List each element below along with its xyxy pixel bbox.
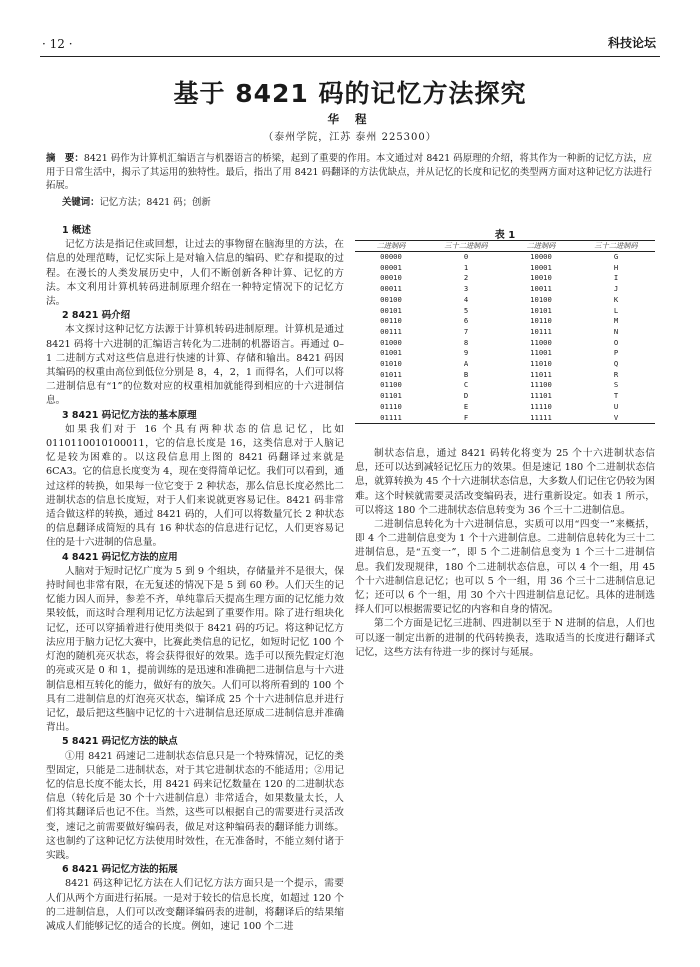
- table-cell: 7: [463, 326, 469, 336]
- table-row: [355, 391, 655, 402]
- section-heading: 5 8421 码记忆方法的缺点: [62, 736, 178, 748]
- table-cell: 00101: [380, 305, 402, 315]
- table-header-cell: 二进制码: [505, 241, 577, 252]
- table-cell: L: [613, 305, 619, 315]
- table-row: [355, 359, 655, 370]
- table-row: [355, 338, 655, 349]
- table-cell: B: [463, 369, 469, 379]
- abstract-text: 8421 码作为计算机汇编语言与机器语言的桥梁，起到了重要的作用。本文通过对 8421 码原理的介绍，将其作为一种新的记忆方法，应用于日常生活中，揭示了其运用的独特性。最后，指出了用 8421 码翻译的方法优缺点，并从记忆的长度和记忆的类型两方面对这种记忆方法进行拓展。: [46, 153, 652, 191]
- body-paragraph: 记忆方法是指记住或回想，让过去的事物留在脑海里的方法，在信息的处理范畴，记忆实际上是对输入信息的编码、贮存和提取的过程。在漫长的人类发展历史中，人们不断创新各种计算、记忆的方法。本文利用计算机转码进制原理介绍在一种特定情况下的记忆方法。: [46, 239, 344, 308]
- table-cell: 10100: [530, 294, 552, 304]
- body-paragraph: 第二个方面是记忆三进制、四进制以至于 N 进制的信息，人们也可以逐一制定出新的进制的代码转换表，选取适当的长度进行翻译式记忆，这些方法有待进一步的探讨与延展。: [355, 618, 655, 658]
- table-cell: A: [463, 359, 469, 369]
- table-cell: 10000: [530, 252, 552, 261]
- table-cell: 01111: [355, 413, 427, 424]
- table-cell: 10111: [530, 326, 552, 336]
- table-cell: P: [613, 348, 619, 358]
- section-heading: 3 8421 码记忆方法的基本原理: [62, 409, 197, 421]
- table-cell: 11011: [530, 369, 552, 379]
- table-cell: 3: [463, 284, 469, 294]
- table-cell: 00010: [380, 273, 402, 283]
- table-cell: 9: [463, 348, 469, 358]
- table-cell: 01101: [380, 391, 402, 401]
- table-cell: 0: [463, 252, 469, 261]
- section-heading: 4 8421 码记忆方法的应用: [62, 551, 178, 563]
- keywords-text: 记忆方法；8421 码；创新: [99, 197, 211, 208]
- table-cell: 10011: [530, 284, 552, 294]
- keywords-label: 关键词：: [62, 197, 100, 208]
- table-cell: 6: [463, 316, 469, 326]
- table-row: [355, 327, 655, 338]
- abstract: [46, 152, 652, 193]
- table-cell: T: [613, 391, 619, 401]
- table-row: [355, 380, 655, 391]
- table-cell: 1: [463, 262, 469, 272]
- table-cell: Q: [613, 359, 619, 369]
- table-cell: O: [613, 337, 619, 347]
- body-paragraph: 制状态信息，通过 8421 码转化将变为 25 个十六进制状态信息，还可以达到减轻记忆压力的效果。但是速记 180 个二进制状态信息，就算转换为 45 个十六进制状态信息，大多数人们记住它仍较为困难。这个时候就需要灵活改变编码表，进行重新设定。如表 1 所示，可以将这 180 个二进制状态信息转变为 36 个三十二进制信息。: [355, 448, 655, 516]
- table-cell: 01010: [380, 359, 402, 369]
- table-cell: 2: [463, 273, 469, 283]
- table-cell: 11001: [530, 348, 552, 358]
- table-cell: S: [613, 380, 619, 390]
- table-cell: 10101: [530, 305, 552, 315]
- left-column: [46, 224, 344, 934]
- table-row: [355, 370, 655, 381]
- table-cell: 4: [463, 294, 469, 304]
- section-heading: 1 概述: [62, 225, 91, 236]
- table-cell: K: [613, 294, 619, 304]
- table-cell: 11100: [530, 380, 552, 390]
- table-row: [355, 284, 655, 295]
- table-cell: R: [613, 369, 619, 379]
- table-cell: 11101: [530, 391, 552, 401]
- table-cell: C: [463, 380, 469, 390]
- table-row: [355, 273, 655, 284]
- table-cell: 01000: [380, 337, 402, 347]
- table-header-cell: 三十二进制码: [577, 241, 655, 252]
- body-paragraph: 8421 码这种记忆方法在人们记忆方法方面只是一个提示，需要人们从两个方面进行拓展。一是对于较长的信息长度，如超过 120 个的二进制信息，人们可以改变翻译编码表的进制，将翻译后的结果缩减成人们能够记忆的适合的长度。例如，速记 100 个二进: [46, 878, 344, 932]
- table-cell: 10001: [530, 262, 552, 272]
- body-paragraph: ①用 8421 码速记二进制状态信息只是一个特殊情况，记忆的类型固定，只能是二进制状态，对于其它进制状态的不能适用；②用记忆的信息长度不能太长，用 8421 码来记忆数量在 120 的二进制状态信息（转化后是 30 个十六进制信息）非常适合，如果数量太长，人们将其翻译后也记不住。当然，这些可以根据自己的需要进行灵活改变，速记之前需要做好编码表，做足对这种编码表的翻译能力训练。这也制约了这种记忆方法使用时效性，在无准备时，不能立刻付诸于实践。: [46, 750, 344, 861]
- header-rule: [40, 56, 660, 57]
- table-cell: 01110: [380, 401, 402, 411]
- section-heading: 6 8421 码记忆方法的拓展: [62, 864, 178, 876]
- table-cell: 00110: [380, 316, 402, 326]
- right-column: [355, 447, 655, 660]
- table-cell: 10010: [530, 273, 552, 283]
- table-cell: 11110: [530, 401, 552, 411]
- table-cell: E: [463, 401, 469, 411]
- section-heading: 2 8421 码介绍: [62, 310, 131, 322]
- page-header: [40, 34, 660, 56]
- table-cell: G: [613, 252, 619, 261]
- author-affiliation: （泰州学院，江苏 泰州 225300）: [263, 132, 437, 143]
- table-cell: H: [613, 262, 619, 272]
- article-author: 华 程: [327, 112, 373, 126]
- table-header-cell: 三十二进制码: [427, 241, 505, 252]
- table-row: [355, 402, 655, 413]
- table-cell: 5: [463, 305, 469, 315]
- table-cell: 01100: [380, 380, 402, 390]
- table-cell: D: [463, 391, 469, 401]
- table-cell: 8: [463, 337, 469, 347]
- table-header-row: [355, 241, 655, 252]
- table-row: [355, 413, 655, 424]
- table-cell: 01001: [380, 348, 402, 358]
- table-caption: 表 1: [494, 230, 516, 241]
- table-cell: V: [577, 413, 655, 424]
- table-cell: U: [613, 401, 619, 411]
- body-paragraph: 二进制信息转化为十六进制信息，实质可以用“四变一”来概括，即 4 个二进制信息变为 1 个十六进制信息。二进制信息转化为三十二进制信息，是“五变一”，即 5 个二进制信息变为 1 个三十二进制信息。我们发现规律，180 个二进制状态信息，可以 4 个一组，用 45 个十六进制信息记忆；也可以 5 个一组，用 36 个三十二进制信息记忆；还可以 6 个一组，用 30 个六十四进制信息记忆。具体的进制选择人们可以根据需要记忆的内容和自身的情况。: [355, 519, 655, 616]
- table-cell: 00011: [380, 284, 402, 294]
- table-header-cell: 二进制码: [355, 241, 427, 252]
- table-cell: F: [427, 413, 505, 424]
- article-title: 基于 8421 码的记忆方法探究: [173, 79, 527, 108]
- table-cell: 00100: [380, 294, 402, 304]
- table-row: [355, 295, 655, 306]
- table-cell: 01011: [380, 369, 402, 379]
- table-row: [355, 263, 655, 274]
- body-paragraph: 如果我们对于 16 个具有两种状态的信息记忆，比如 0110110010100011，它的信息长度是 16，这类信息对于人脑记忆是较为困难的。以这段信息用上图的 8421 码翻译过来就是 6CA3。它的信息长度变为 4，现在变得简单记忆。我们可以看到，通过这样的转换，如果每一位它变于 2 种状态，那么信息长度必然比二进制状态的信息长度短，对于人们来说就更容易记住。8421 码非常适合做这样的转换，通过 8421 码的，人们可以将数量冗长 2 种状态的信息翻译成简短的具有 16 种状态的信息进行记忆，人们更容易记住的是十六进制的信息量。: [46, 423, 344, 549]
- table-row: [355, 306, 655, 317]
- journal-section-name: 科技论坛: [607, 36, 656, 50]
- table-row: [355, 252, 655, 263]
- table-cell: I: [613, 273, 619, 283]
- body-paragraph: 人脑对于短时记忆广度为 5 到 9 个组块，存储量并不是很大，保持时间也非常有限，在无复述的情况下是 5 到 60 秒。人们天生的记忆能力因人而异，参差不齐，单纯靠后天提高生理方面的记忆能力效果较低，而这时合理利用记忆方法起到了重要作用。除了进行组块化记忆，还可以穿插着进行使用类似于 8421 码的巧记。将这种记忆方法应用于脑力记忆大赛中，比赛此类信息的记忆，如短时记忆 100 个灯泡的随机亮灭状态，将会获得很好的效果。选手可以预先假定灯泡的亮或灭是 0 和 1，提前训练的是迅速和准确把二进制信息与十六进制信息相互转化的能力，做好有的放矢。人们可以将所看到的 100 个具有二进制信息的灯泡亮灭状态，编译成 25 个十六进制信息并进行记忆，最后把这些脑中记忆的十六进制信息还原成二进制信息并准确背出。: [46, 565, 344, 734]
- table-cell: 00001: [380, 262, 402, 272]
- keywords: [62, 196, 652, 209]
- table-cell: N: [613, 326, 619, 336]
- table-cell: 10110: [530, 316, 552, 326]
- table-row: [355, 316, 655, 327]
- body-paragraph: 本文探讨这种记忆方法源于计算机转码进制原理。计算机是通过 8421 码将十六进制的汇编语言转化为二进制的机器语言。再通过 0–1 二进制方式对这些信息进行快速的计算、存储和输出。8421 码因其编码的权重由高位到低位分别是 8，4，2，1 而得名，人们可以将二进制信息有“1”的位数对应的权重相加就能得到相应的十六进制信息。: [46, 324, 344, 407]
- table-cell: J: [613, 284, 619, 294]
- table-row: [355, 348, 655, 359]
- table-cell: 00111: [380, 326, 402, 336]
- table-cell: 11010: [530, 359, 552, 369]
- code-table: [355, 240, 655, 424]
- table-cell: 11000: [530, 337, 552, 347]
- table-cell: 00000: [380, 252, 402, 261]
- abstract-label: 摘 要：: [46, 153, 84, 164]
- table-cell: 11111: [505, 413, 577, 424]
- table-cell: M: [613, 316, 619, 326]
- page-number: · 12 ·: [42, 37, 73, 51]
